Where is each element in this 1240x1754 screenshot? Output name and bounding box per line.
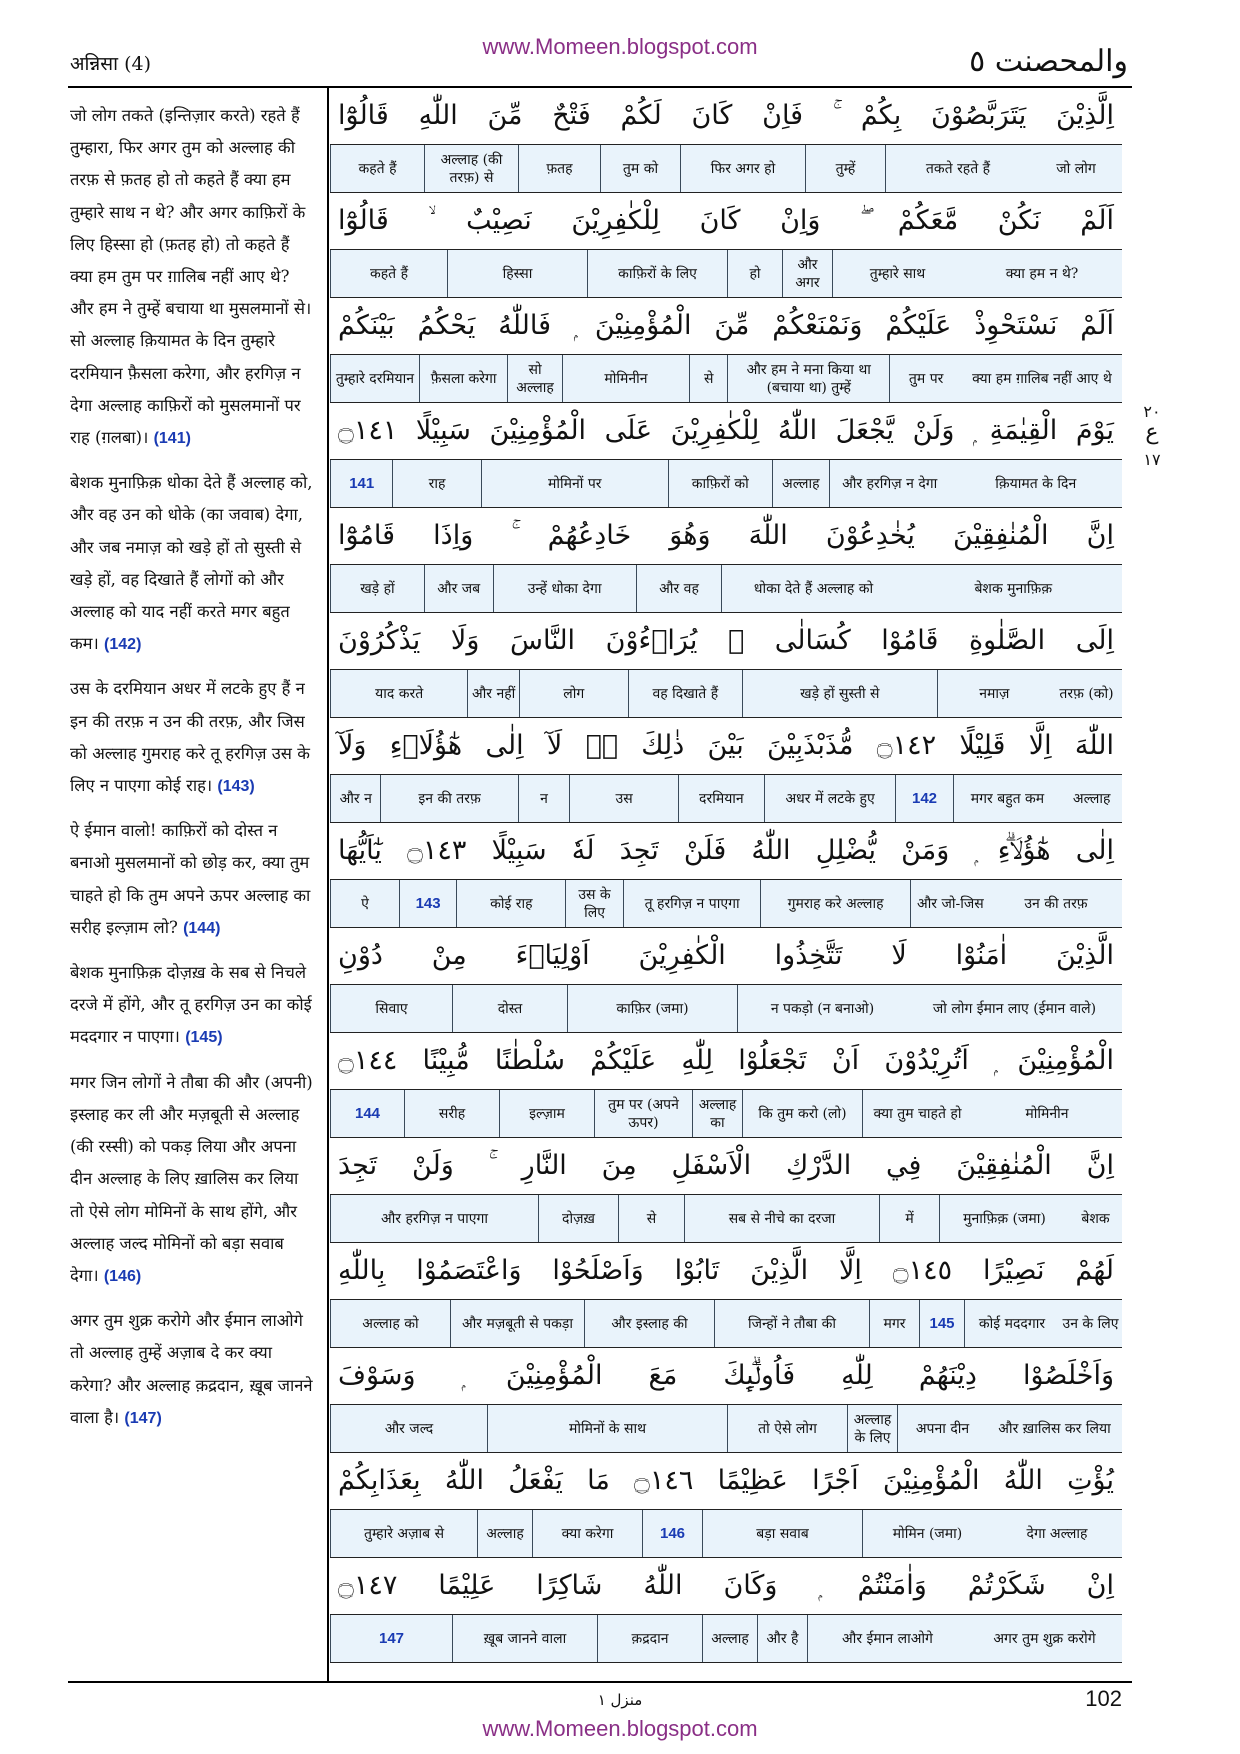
verse-number: (147) xyxy=(124,1409,162,1427)
juz-title-arabic: والمحصنت ٥ xyxy=(969,44,1128,79)
word-meaning-cell: और हरगिज़ न पाएगा xyxy=(330,1195,538,1242)
word-meaning-cell: क़ियामत के दिन xyxy=(995,475,1077,492)
word-meaning-cell: और ख़ालिस कर लिया xyxy=(998,1420,1111,1437)
verse-number-cell: 141 xyxy=(330,460,392,507)
arabic-line: اِنْ شَكَرْتُمْ وَاٰمَنْتُمْ ۭ وَكَانَ اللّٰهُ شَاكِرًا عَلِيْمًا ۝١٤٧ xyxy=(330,1558,1122,1615)
word-meaning-cell: सरीह xyxy=(404,1090,499,1137)
verse-number-cell: 146 xyxy=(642,1510,702,1557)
word-meaning-cell: बड़ा सवाब xyxy=(702,1510,862,1557)
verse-row xyxy=(330,928,1122,1033)
verse-number: (143) xyxy=(217,778,255,796)
word-meaning-cell: ख़ूब जानने वाला xyxy=(452,1615,597,1662)
arabic-line: اَلَمْ نَكُنْ مَّعَكُمْ ۖ وَاِنْ كَانَ لِلْكٰفِرِيْنَ نَصِيْبٌ ۙ قَالُوْٓا xyxy=(330,193,1122,250)
word-meaning-strip xyxy=(330,670,1122,717)
word-meaning-cell: सो अल्लाह xyxy=(507,355,561,402)
verse-row xyxy=(330,1453,1122,1558)
word-meaning-strip xyxy=(330,1090,1122,1137)
word-meaning-cell: सिवाए xyxy=(330,985,452,1032)
translation-text: मगर जिन लोगों ने तौबा की और (अपनी) इस्लाह कर ली और मज़बूती से अल्लाह (की रस्सी) को पकड़ लिया और अपना दीन अल्लाह के लिए ख़ालिस कर लिया तो ऐसे लोग मोमिनों के साथ होंगे, और अल्लाह जल्द मोमिनों को बड़ा सवाब देगा। xyxy=(70,1072,313,1285)
arabic-line: يُؤْتِ اللّٰهُ الْمُؤْمِنِيْنَ اَجْرًا عَظِيْمًا ۝١٤٦ مَا يَفْعَلُ اللّٰهُ بِعَذَابِكُمْ xyxy=(330,1453,1122,1510)
word-meaning-cell: कोई राह xyxy=(456,880,565,927)
word-meaning-cell: और जो-जिस xyxy=(910,880,990,927)
word-meaning-cell: सब से नीचे का दरजा xyxy=(684,1195,879,1242)
word-meaning-cell: खड़े हों सुस्ती से xyxy=(742,670,937,717)
word-meaning-cell: और मज़बूती से पकड़ा xyxy=(450,1300,584,1347)
translation-column xyxy=(70,100,316,1447)
word-meaning-cell: तकते रहते हैं xyxy=(885,145,1030,192)
word-meaning-cell: तरफ़ (को) xyxy=(1059,685,1114,702)
word-meaning-cell: अल्लाह के लिए xyxy=(847,1405,897,1452)
word-meaning-cell: राह xyxy=(392,460,480,507)
arabic-line: اِلٰى هٰٓؤُلَاۗءِ ۭ وَمَنْ يُّضْلِلِ اللّٰهُ فَلَنْ تَجِدَ لَهٗ سَبِيْلًا ۝١٤٣ يٰٓاَيُّهَا xyxy=(330,823,1122,880)
word-meaning-cell: कहते हैं xyxy=(330,145,424,192)
word-meaning-cell: काफ़िरों को xyxy=(668,460,772,507)
manzil-label: منزل ١ xyxy=(597,1691,643,1709)
word-meaning-cell: में xyxy=(879,1195,939,1242)
verse-row xyxy=(330,1243,1122,1348)
verse-row xyxy=(330,508,1122,613)
word-meaning-cell: काफ़िरों के लिए xyxy=(587,250,727,297)
word-meaning-cell: क्या करेगा xyxy=(532,1510,642,1557)
arabic-line: لَهُمْ نَصِيْرًا ۝١٤٥ اِلَّا الَّذِيْنَ تَابُوْا وَاَصْلَحُوْا وَاعْتَصَمُوْا بِاللّٰهِ xyxy=(330,1243,1122,1300)
word-meaning-cell: अल्लाह को xyxy=(330,1300,450,1347)
translation-text: बेशक मुनाफ़िक़ दोज़ख़ के सब से निचले दरजे में होंगे, और तू हरगिज़ उन का कोई मददगार न पाएगा। xyxy=(70,963,312,1047)
word-meaning-cell: इन की तरफ़ xyxy=(380,775,517,822)
word-meaning-cell: मोमिनीन xyxy=(562,355,690,402)
word-meaning-cell: और ईमान लाओगे xyxy=(807,1615,967,1662)
arabic-line: اِنَّ الْمُنٰفِقِيْنَ يُخٰدِعُوْنَ اللّٰهَ وَهُوَ خَادِعُهُمْ ۚ وَاِذَا قَامُوْٓا xyxy=(330,508,1122,565)
translation-text: ऐ ईमान वालो! काफ़िरों को दोस्त न बनाओ मुसलमानों को छोड़ कर, क्या तुम चाहते हो कि तुम अपने ऊपर अल्लाह का सरीह इल्ज़ाम लो? xyxy=(70,821,311,937)
translation-text: बेशक मुनाफ़िक़ धोका देते हैं अल्लाह को, और वह उन को धोके (का जवाब) देगा, और जब नमाज़ को खड़े हों तो सुस्ती से खड़े हों, वह दिखाते हैं लोगों को और अल्लाह को याद नहीं करते मगर बहुत कम। xyxy=(70,473,313,654)
translation-paragraph xyxy=(70,957,316,1055)
word-meaning-cell: दोज़ख़ xyxy=(538,1195,618,1242)
word-meaning-cell: क्या हम न थे? xyxy=(1005,265,1079,282)
word-meaning-strip xyxy=(330,775,1122,822)
verse-row xyxy=(330,403,1122,508)
word-meaning-cell: उस के लिए xyxy=(565,880,622,927)
word-meaning-cell: और जब xyxy=(424,565,493,612)
word-meaning-cell: उस xyxy=(569,775,678,822)
word-meaning-cell: और अगर xyxy=(782,250,832,297)
verse-number: (142) xyxy=(104,636,142,654)
word-meaning-cell: तुम्हारे साथ xyxy=(832,250,962,297)
word-meaning-cell: हो xyxy=(727,250,782,297)
word-meaning-cell: तुम पर xyxy=(889,355,961,402)
page-number: 102 xyxy=(1085,1686,1122,1711)
word-meaning-cell: अधर में लटके हुए xyxy=(764,775,896,822)
arabic-line: يَوْمَ الْقِيٰمَةِ ۭ وَلَنْ يَّجْعَلَ اللّٰهُ لِلْكٰفِرِيْنَ عَلَى الْمُؤْمِنِيْنَ سَبِيْلًا ۝١٤١ xyxy=(330,403,1122,460)
verse-number-cell: 145 xyxy=(919,1300,964,1347)
word-meaning-strip xyxy=(330,460,1122,507)
word-meaning-cell: क़द्रदान xyxy=(597,1615,702,1662)
word-meaning-cell: अल्लाह xyxy=(772,460,829,507)
word-meaning-cell: से xyxy=(689,355,727,402)
word-meaning-cell: से xyxy=(618,1195,684,1242)
word-meaning-strip xyxy=(330,1615,1122,1662)
surah-title-hindi: अन्निसा (4) xyxy=(70,53,151,75)
word-meaning-cell: कि तुम करो (लो) xyxy=(742,1090,862,1137)
word-meaning-cell: लोग xyxy=(519,670,628,717)
word-meaning-cell: इल्ज़ाम xyxy=(499,1090,594,1137)
translation-paragraph xyxy=(70,815,316,945)
word-meaning-cell: जो लोग ईमान लाए (ईमान वाले) xyxy=(932,1000,1097,1017)
word-meaning-cell: जिन्हों ने तौबा की xyxy=(714,1300,869,1347)
word-meaning-cell: मोमिनों पर xyxy=(481,460,668,507)
word-meaning-strip xyxy=(330,1510,1122,1557)
translation-paragraph xyxy=(70,1305,316,1435)
translation-paragraph xyxy=(70,100,316,455)
word-meaning-cell: अपना दीन xyxy=(897,1405,987,1452)
word-meaning-cell: न xyxy=(518,775,570,822)
word-meaning-cell: क्या तुम चाहते हो xyxy=(862,1090,972,1137)
word-meaning-cell: तुम्हें xyxy=(805,145,885,192)
translation-text: अगर तुम शुक्र करोगे और ईमान लाओगे तो अल्लाह तुम्हें अज़ाब दे कर क्या करेगा? और अल्लाह क़द्रदान, ख़ूब जानने वाला है। xyxy=(70,1311,313,1427)
arabic-line: الَّذِيْنَ اٰمَنُوْا لَا تَتَّخِذُوا الْكٰفِرِيْنَ اَوْلِيَاۗءَ مِنْ دُوْنِ xyxy=(330,928,1122,985)
verse-row xyxy=(330,88,1122,193)
verse-number-cell: 142 xyxy=(895,775,952,822)
word-meaning-cell: उन की तरफ़ xyxy=(1024,895,1088,912)
translation-paragraph xyxy=(70,673,316,803)
site-url-bottom[interactable]: www.Momeen.blogspot.com xyxy=(482,1716,758,1741)
word-meaning-cell: तुम्हारे अज़ाब से xyxy=(330,1510,477,1557)
arabic-line: اِنَّ الْمُنٰفِقِيْنَ فِي الدَّرْكِ الْاَسْفَلِ مِنَ النَّارِ ۚ وَلَنْ تَجِدَ xyxy=(330,1138,1122,1195)
word-meaning-strip xyxy=(330,880,1122,927)
word-meaning-cell: हिस्सा xyxy=(447,250,587,297)
verse-number-cell: 143 xyxy=(399,880,456,927)
word-meaning-cell: मोमिनों के साथ xyxy=(487,1405,727,1452)
word-meaning-cell: तो ऐसे लोग xyxy=(727,1405,847,1452)
word-meaning-cell: तुम्हारे दरमियान xyxy=(330,355,419,402)
arabic-line: اَلَمْ نَسْتَحْوِذْ عَلَيْكُمْ وَنَمْنَعْكُمْ مِّنَ الْمُؤْمِنِيْنَ ۭ فَاللّٰهُ يَحْكُمُ بَيْنَكُمْ xyxy=(330,298,1122,355)
translation-paragraph xyxy=(70,1067,316,1293)
word-meaning-cell: और हरगिज़ न देगा xyxy=(829,460,950,507)
translation-text: उस के दरमियान अधर में लटके हुए हैं न इन की तरफ़ न उन की तरफ़, और जिस को अल्लाह गुमराह करे तू हरगिज़ उस के लिए न पाएगा कोई राह। xyxy=(70,679,310,796)
word-meaning-cell: उन्हें धोका देगा xyxy=(493,565,636,612)
word-meaning-cell: तुम को xyxy=(600,145,680,192)
word-meaning-cell: जो लोग xyxy=(1056,160,1096,177)
word-meaning-strip xyxy=(330,355,1122,402)
word-meaning-cell: मोमिन (जमा) xyxy=(862,1510,992,1557)
word-meaning-cell: और हम ने मना किया था (बचाया था) तुम्हें xyxy=(727,355,889,402)
word-meaning-strip xyxy=(330,985,1122,1032)
verse-row xyxy=(330,298,1122,403)
word-meaning-cell: फिर अगर हो xyxy=(680,145,805,192)
word-meaning-cell: फ़तह xyxy=(518,145,600,192)
word-by-word-grid xyxy=(330,88,1122,1663)
verse-row xyxy=(330,718,1122,823)
word-meaning-cell: अल्लाह xyxy=(1072,790,1111,807)
word-meaning-cell: और है xyxy=(757,1615,807,1662)
word-meaning-strip xyxy=(330,1195,1122,1242)
word-meaning-cell: कोई मददगार xyxy=(964,1300,1059,1347)
ruku-marker: ع xyxy=(1145,420,1159,445)
arabic-line: اِلَى الصَّلٰوةِ قَامُوْا كُسَالٰى ۙ يُرَاۗءُوْنَ النَّاسَ وَلَا يَذْكُرُوْنَ xyxy=(330,613,1122,670)
word-meaning-strip xyxy=(330,565,1122,612)
word-meaning-cell: ऐ xyxy=(330,880,399,927)
word-meaning-cell: तुम पर (अपने ऊपर) xyxy=(594,1090,692,1137)
word-meaning-cell: दोस्त xyxy=(452,985,567,1032)
word-meaning-cell: अल्लाह xyxy=(477,1510,532,1557)
word-meaning-strip xyxy=(330,145,1122,192)
word-meaning-cell: गुमराह करे अल्लाह xyxy=(760,880,909,927)
bottom-rule xyxy=(68,1681,1132,1683)
verse-number: (146) xyxy=(103,1267,142,1285)
arabic-line: الْمُؤْمِنِيْنَ ۭ اَتُرِيْدُوْنَ اَنْ تَجْعَلُوْا لِلّٰهِ عَلَيْكُمْ سُلْطٰنًا مُّبِيْنًا ۝١٤٤ xyxy=(330,1033,1122,1090)
arabic-line: وَاَخْلَصُوْا دِيْنَهُمْ لِلّٰهِ فَاُولٰۗىِٕكَ مَعَ الْمُؤْمِنِيْنَ ۭ وَسَوْفَ xyxy=(330,1348,1122,1405)
verse-number-cell: 144 xyxy=(330,1090,404,1137)
word-meaning-cell: दरमियान xyxy=(678,775,764,822)
word-meaning-cell: मगर xyxy=(869,1300,919,1347)
word-meaning-cell: और वह xyxy=(636,565,722,612)
word-meaning-cell: और नहीं xyxy=(467,670,519,717)
word-meaning-strip xyxy=(330,250,1122,297)
verse-row xyxy=(330,1558,1122,1663)
translation-text: जो लोग तकते (इन्तिज़ार करते) रहते हैं तुम्हारा, फिर अगर तुम को अल्लाह की तरफ़ से फ़तह हो तो कहते हैं क्या हम तुम्हारे साथ न थे? और अगर काफ़िरों के लिए हिस्सा हो (फ़तह हो) तो कहते हैं क्या हम तुम पर ग़ालिब नहीं आए थे? और हम ने तुम्हें बचाया था मुसलमानों से। सो अल्लाह क़ियामत के दिन तुम्हारे दरमियान फ़ैसला करेगा, और हरगिज़ न देगा अल्लाह काफ़िरों को मुसलमानों पर राह (ग़लबा)। xyxy=(70,106,312,448)
verse-row xyxy=(330,1033,1122,1138)
word-meaning-cell: फ़ैसला करेगा xyxy=(419,355,508,402)
word-meaning-strip xyxy=(330,1300,1122,1347)
ruku-marker-top: ٢٠ xyxy=(1143,402,1161,421)
word-meaning-cell: देगा अल्लाह xyxy=(1026,1525,1088,1542)
word-meaning-cell: वह दिखाते हैं xyxy=(628,670,742,717)
word-meaning-cell: मोमिनीन xyxy=(1025,1105,1069,1122)
ruku-marker-bottom: ١٧ xyxy=(1143,450,1161,469)
verse-row xyxy=(330,1138,1122,1243)
word-meaning-cell: और इस्लाह की xyxy=(584,1300,714,1347)
word-meaning-cell: उन के लिए xyxy=(1062,1315,1119,1332)
word-meaning-cell: कहते हैं xyxy=(330,250,447,297)
translation-paragraph xyxy=(70,467,316,661)
verse-number: (145) xyxy=(185,1029,223,1047)
verse-row xyxy=(330,1348,1122,1453)
word-meaning-cell: अगर तुम शुक्र करोगे xyxy=(993,1630,1096,1647)
word-meaning-cell: तू हरगिज़ न पाएगा xyxy=(623,880,761,927)
verse-row xyxy=(330,823,1122,928)
word-meaning-cell: और न xyxy=(330,775,380,822)
verse-row xyxy=(330,193,1122,298)
word-meaning-cell: बेशक xyxy=(1081,1210,1110,1227)
verse-number: (141) xyxy=(153,430,191,448)
arabic-line: اللّٰهَ اِلَّا قَلِيْلًا ۝١٤٢ مُّذَبْذَبِيْنَ بَيْنَ ذٰلِكَ ۤۖ لَآ اِلٰى هٰٓؤُلَاۗءِ وَلَآ xyxy=(330,718,1122,775)
word-meaning-cell: काफ़िर (जमा) xyxy=(567,985,737,1032)
word-meaning-cell: याद करते xyxy=(330,670,467,717)
word-meaning-cell: खड़े हों xyxy=(330,565,424,612)
word-meaning-cell: अल्लाह (की तरफ़) से xyxy=(424,145,518,192)
arabic-line: اِلَّذِيْنَ يَتَرَبَّصُوْنَ بِكُمْ ۚ فَاِنْ كَانَ لَكُمْ فَتْحٌ مِّنَ اللّٰهِ قَالُوْٓا xyxy=(330,88,1122,145)
word-meaning-cell: अल्लाह का xyxy=(692,1090,742,1137)
word-meaning-cell: मगर बहुत कम xyxy=(953,775,1062,822)
word-meaning-cell: क्या हम ग़ालिब नहीं आए थे xyxy=(972,370,1112,387)
word-meaning-cell: नमाज़ xyxy=(937,670,1051,717)
verse-row xyxy=(330,613,1122,718)
site-url-top[interactable]: www.Momeen.blogspot.com xyxy=(482,34,758,59)
word-meaning-strip xyxy=(330,1405,1122,1452)
word-meaning-cell: बेशक मुनाफ़िक़ xyxy=(974,580,1053,597)
verse-number: (144) xyxy=(183,919,221,937)
verse-number-cell: 147 xyxy=(330,1615,452,1662)
word-meaning-cell: धोका देते हैं अल्लाह को xyxy=(721,565,904,612)
column-separator xyxy=(327,88,329,1681)
word-meaning-cell: अल्लाह xyxy=(702,1615,757,1662)
word-meaning-cell: और जल्द xyxy=(330,1405,487,1452)
word-meaning-cell: न पकड़ो (न बनाओ) xyxy=(737,985,907,1032)
word-meaning-cell: मुनाफ़िक़ (जमा) xyxy=(939,1195,1069,1242)
